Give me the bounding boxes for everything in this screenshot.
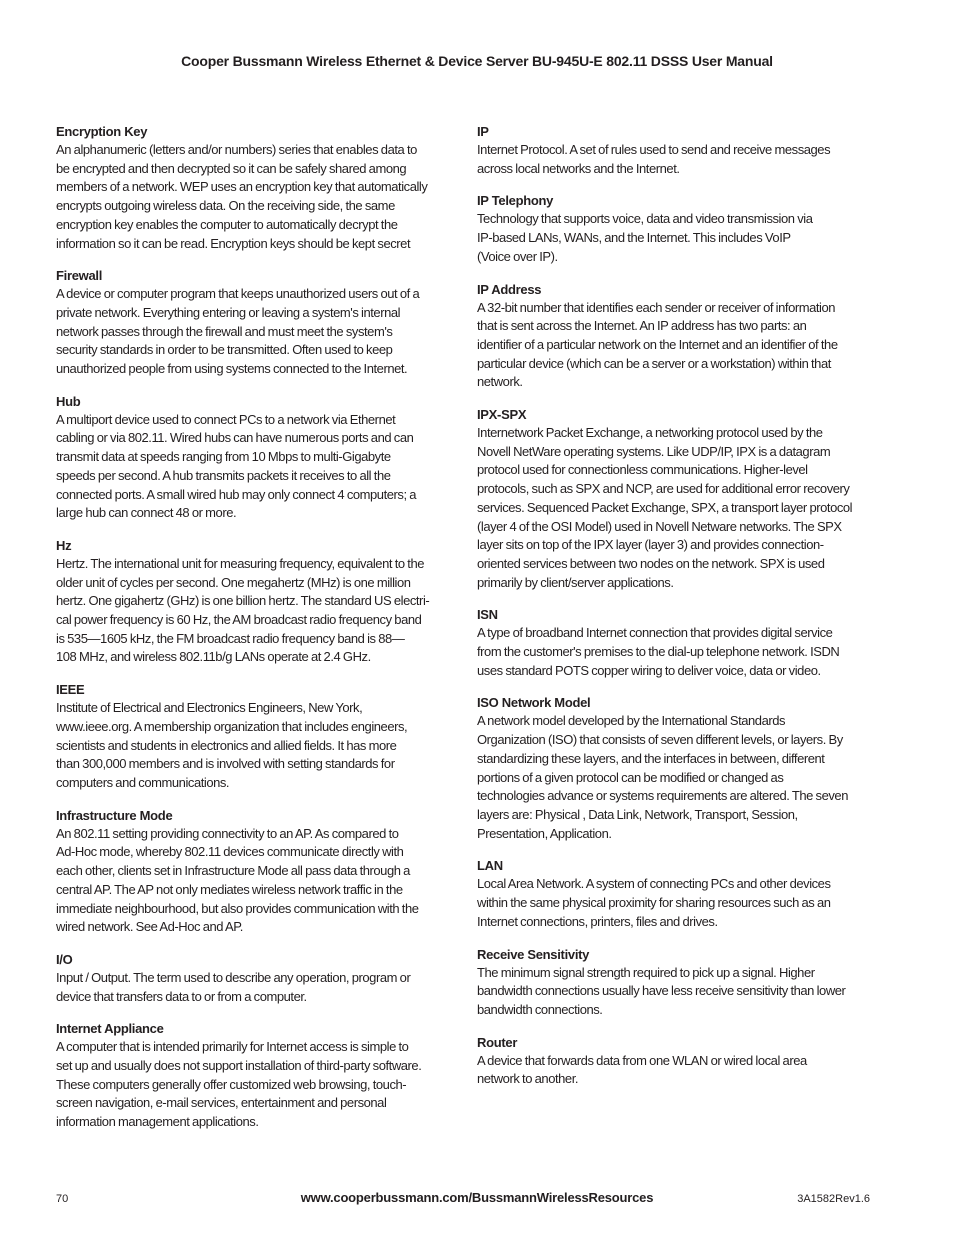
page-number: 70	[56, 1193, 69, 1205]
glossary-column-right	[477, 123, 871, 1103]
glossary-entry	[56, 807, 450, 937]
glossary-definition: Local Area Network. A system of connecting PCs and other devices within the same physical proximity for sharing resources such as an Internet connections, printers, files and drives.	[477, 876, 831, 929]
glossary-entry	[56, 951, 450, 1006]
glossary-column-left	[56, 123, 450, 1146]
glossary-definition: A type of broadband Internet connection that provides digital service from the customer's premises to the dial-up telephone network. ISDN uses standard POTS copper wiring to deliver voice, data or video.	[477, 625, 840, 678]
glossary-entry	[56, 393, 450, 523]
glossary-term: ISO Network Model	[477, 695, 591, 711]
glossary-term: Infrastructure Mode	[56, 807, 173, 823]
glossary-definition: A computer that is intended primarily for Internet access is simple to set up and usually does not support installation of third-party software. These computers generally offer customized web browsing, touch- screen navigation, e-mail services, entertainment and personal information management applications.	[56, 1039, 422, 1130]
glossary-term: I/O	[56, 951, 73, 967]
glossary-term: Router	[477, 1034, 518, 1050]
glossary-definition: Internet Protocol. A set of rules used to send and receive messages across local networks and the Internet.	[477, 142, 831, 176]
glossary-term: Encryption Key	[56, 124, 148, 139]
glossary-definition: Institute of Electrical and Electronics Engineers, New York, www.ieee.org. A membership organization that includes engineers, scientists and students in electronics and allied fields. It has more than 300,000 members and is involved with setting standards for computers and communications.	[56, 700, 408, 790]
document-revision: 3A1582Rev1.6	[797, 1193, 870, 1205]
glossary-term: Firewall	[56, 268, 103, 284]
glossary-term: IEEE	[56, 682, 85, 698]
glossary-entry	[477, 857, 871, 931]
footer-url-link[interactable]: www.cooperbussmann.com/BussmannWirelessResources	[300, 1190, 654, 1205]
glossary-term: IPX-SPX	[477, 407, 527, 423]
glossary-definition: A device or computer program that keeps unauthorized users out of a private network. Everything entering or leaving a system's internal network passes through the firewall and must meet the system's security standards in order to be transmitted. Often used to keep unauthorized people from using systems connected to the Internet.	[56, 286, 420, 377]
glossary-entry	[477, 123, 871, 178]
glossary-term: LAN	[477, 858, 503, 874]
glossary-entry	[477, 606, 871, 680]
glossary-definition: An alphanumeric (letters and/or numbers) series that enables data to be encrypted and then decrypted so it can be safely shared among members of a network. WEP uses an encryption key that automatically encrypts outgoing wireless data. On the receiving side, the same encryption key enables the computer to automatically decrypt the information so it can be read. Encryption keys should be kept secret	[56, 142, 428, 251]
glossary-entry	[477, 1034, 871, 1089]
glossary-definition: A device that forwards data from one WLAN or wired local area network to another.	[477, 1052, 807, 1087]
glossary-entry	[477, 406, 871, 592]
glossary-definition: Input / Output. The term used to describe any operation, program or device that transfers data to or from a computer.	[56, 969, 411, 1004]
glossary-entry	[56, 681, 450, 793]
glossary-entry	[477, 192, 871, 266]
glossary-definition: Hertz. The international unit for measuring frequency, equivalent to the older unit of cycles per second. One megahertz (MHz) is one million hertz. One gigahertz (GHz) is one billion hertz. The standard US electri- cal power frequency is 60 Hz, the AM broadcast radio frequency band is 535—1605 kHz, the FM broadcast radio frequency band is 88— 108 MHz, and wireless 802.11b/g LANs operate at 2.4 GHz.	[56, 555, 430, 665]
glossary-term: Receive Sensitivity	[477, 946, 590, 962]
glossary-entry	[56, 1020, 450, 1132]
glossary-definition: Technology that supports voice, data and video transmission via IP-based LANs, WANs, and the Internet. This includes VoIP (Voice over IP).	[477, 211, 813, 264]
glossary-term: IP Address	[477, 281, 542, 297]
glossary-entry	[56, 123, 450, 253]
glossary-entry	[56, 537, 450, 667]
glossary-term: Hz	[56, 537, 72, 553]
glossary-term: IP	[477, 124, 489, 139]
glossary-term: Hub	[56, 393, 81, 409]
glossary-term: IP Telephony	[477, 193, 554, 209]
glossary-definition: An 802.11 setting providing connectivity to an AP. As compared to Ad-Hoc mode, whereby 802.11 devices communicate directly with each other, clients set in Infrastructure Mode all pass data through a central AP. The AP not only mediates wireless network traffic in the immediate neighbourhood, but also provides communication with the wired network. See Ad-Hoc and AP.	[56, 825, 419, 935]
glossary-definition: A 32-bit number that identifies each sender or receiver of information that is sent across the Internet. An IP address has two parts: an identifier of a particular network on the Internet and an identifier of the particular device (which can be a server or a workstation) within that network.	[477, 299, 838, 390]
glossary-entry	[477, 281, 871, 393]
glossary-definition: Internetwork Packet Exchange, a networking protocol used by the Novell NetWare operating systems. Like UDP/IP, IPX is a datagram protocol used for connectionless communications. Higher-level protocols, such as SPX and NCP, are used for additional error recovery services. Sequenced Packet Exchange, SPX, a transport layer protocol (layer 4 of the OSI Model) used in Novell Netware networks. The SPX layer sits on top of the IPX layer (layer 3) and provides connection- oriented services between two nodes on the network. SPX is used primarily by client/server applications.	[477, 425, 853, 590]
glossary-definition: A multiport device used to connect PCs to a network via Ethernet cabling or via 802.11. Wired hubs can have numerous ports and can transmit data at speeds ranging from 10 Mbps to multi-Gigabyte speeds per second. A hub transmits packets it receives to all the connected ports. A small wired hub may only connect 4 computers; a large hub can connect 48 or more.	[56, 411, 417, 521]
glossary-term: ISN	[477, 607, 498, 623]
glossary-entry	[477, 694, 871, 843]
glossary-definition: The minimum signal strength required to pick up a signal. Higher bandwidth connections usually have less receive sensitivity than lower bandwidth connections.	[477, 964, 846, 1017]
glossary-entry	[56, 267, 450, 379]
glossary-entry	[477, 946, 871, 1020]
page-header-title: Cooper Bussmann Wireless Ethernet & Device Server BU-945U-E 802.11 DSSS User Manual	[181, 53, 773, 69]
glossary-term: Internet Appliance	[56, 1021, 164, 1037]
glossary-definition: A network model developed by the International Standards Organization (ISO) that consists of seven different levels, or layers. By standardizing these layers, and the interfaces in between, different portions of a given protocol can be modified or changed as technologies advance or systems requirements are altered. The seven layers are: Physical , Data Link, Network, Transport, Session, Presentation, Application.	[477, 713, 848, 841]
